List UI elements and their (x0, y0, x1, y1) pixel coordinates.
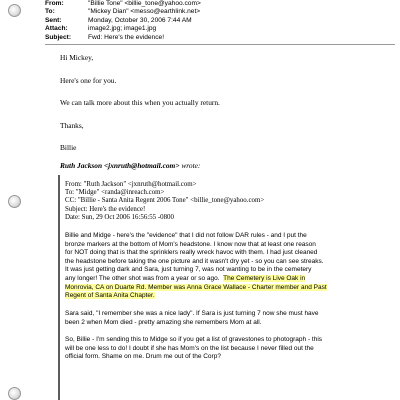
quoted-to: To: "Midge" <randa@inreach.com> (65, 189, 165, 197)
para1-line-1: Billie and Midge - here's the "evidence" that I did not follow DAR rules - and I put the (65, 232, 307, 239)
para1-line-6 (65, 275, 327, 284)
header-to-label: To: (45, 8, 55, 16)
highlight-cemetery: The Cemetery is Live Oak in (223, 274, 306, 282)
header-from-row (45, 0, 395, 8)
header-attach-value: image2.jpg; image1.jpg (88, 25, 157, 33)
message-signature: Billie (60, 143, 77, 152)
para1-line-8 (65, 292, 327, 301)
quoted-paragraph-1 (65, 232, 327, 301)
header-sent-label: Sent: (45, 16, 62, 24)
header-attach-row (45, 25, 395, 33)
header-divider (45, 44, 395, 45)
binder-hole-icon (8, 387, 21, 400)
header-sent-row (45, 17, 395, 25)
quote-attribution-wrote: wrote: (179, 161, 201, 170)
quote-attribution-name: Ruth Jackson <jxnruth@hotmail.com> (60, 161, 180, 170)
para1-line-3: for NOT doing that is that the sprinklers really wreck havoc with them. I had just cleaned (65, 249, 318, 257)
message-line-1: Here's one for you. (60, 76, 117, 85)
quoted-from: From: "Ruth Jackson" <jxnruth@hotmail.com> (65, 181, 197, 188)
para1-line-4: the headstone before taking the one picture and it wasn't dry yet - so you can see streaks. (65, 257, 324, 265)
header-from-value: "Billie Tone" <billie_tone@yahoo.com> (88, 0, 201, 7)
header-subject-value: Fwd: Here's the evidence! (88, 33, 165, 41)
quoted-subject: Subject: Here's the evidence! (65, 205, 146, 213)
para1-line-7 (65, 284, 327, 293)
quoted-cc: CC: "Billie - Santa Anita Regent 2006 Tone" <billie_tone@yahoo.com> (65, 197, 265, 205)
header-to-value: "Mickey Dian" <messo@earthlink.net> (88, 8, 201, 16)
para3-line-2: will be one less to do! I doubt if she has Mom's on the list because I never filled out the (65, 344, 314, 352)
highlight-regent: Regent of Santa Anita Chapter. (65, 292, 155, 300)
message-greeting: Hi Mickey, (60, 53, 94, 62)
header-subject-row (45, 34, 395, 42)
para3-line-3: official form. Shame on me. Drum me out of the Corp? (65, 353, 221, 361)
para1-line-2: bronze markers at the bottom of Mom's headstone. I know now that at least one reason (65, 240, 316, 248)
header-sent-value: Monday, October 30, 2006 7:44 AM (88, 16, 192, 24)
highlight-monrovia: Monrovia, CA on Duarte Rd. Member was Anna Grace Wallace - Charter member and Past (65, 283, 327, 291)
quoted-header (65, 181, 264, 222)
para2-line-1: Sara said, "I remember she was a nice lady". If Sara is just turning 7 now she must have (65, 310, 319, 317)
quoted-paragraph-3 (65, 336, 322, 362)
header-from-label: From: (45, 0, 64, 7)
header-attach-label: Attach: (45, 25, 68, 33)
message-line-2: We can talk more about this when you actually return. (60, 98, 220, 107)
quote-bar (58, 175, 60, 400)
message-thanks: Thanks, (60, 121, 84, 130)
binder-hole-icon (8, 4, 21, 17)
para3-line-1: So, Billie - I'm sending this to Midge so if you get a list of gravestones to photograph - this (65, 336, 323, 343)
para1-line-6-text: any longer! The other shot was from a year or so ago. (65, 274, 220, 282)
para1-line-5: It was just getting dark and Sara, just turning 7, was not wanting to be in the cemetery (65, 266, 312, 274)
email-header (45, 0, 395, 42)
quote-attribution (60, 161, 200, 170)
quoted-paragraph-2 (65, 310, 319, 327)
header-subject-label: Subject: (45, 33, 72, 41)
quoted-date: Date: Sun, 29 Oct 2006 16:56:55 -0800 (65, 213, 174, 221)
para2-line-2: been 2 when Mom died - pretty amazing she remembers Mom at all. (65, 318, 262, 326)
binder-hole-icon (8, 195, 21, 208)
header-to-row (45, 8, 395, 16)
